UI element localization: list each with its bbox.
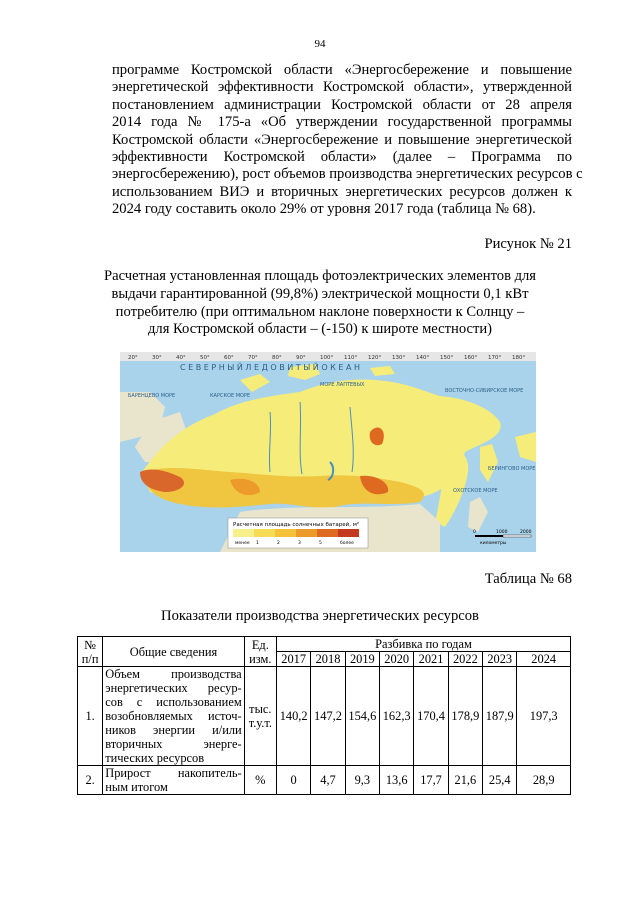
longitude-label: 160° — [464, 355, 478, 361]
svg-text:километры: километры — [480, 541, 507, 546]
longitude-label: 170° — [488, 355, 502, 361]
page-number: 94 — [314, 38, 326, 50]
longitude-label: 50° — [200, 355, 210, 361]
paragraph-line: постановлением администрации Костромской области от 28 апреля — [112, 96, 572, 113]
table-title: Показатели производства энергетических ресурсов — [161, 608, 479, 624]
table-cell: 170,4 — [414, 667, 448, 766]
year-header: 2019 — [345, 652, 379, 667]
table-cell: 0 — [276, 766, 310, 795]
table-cell: 178,9 — [448, 667, 482, 766]
legend-tick: 2 — [277, 541, 280, 546]
year-header: 2018 — [311, 652, 345, 667]
legend-tick: менее — [235, 541, 250, 546]
year-header: 2024 — [517, 652, 571, 667]
legend-swatch — [296, 529, 317, 537]
year-header: 2020 — [380, 652, 414, 667]
longitude-label: 90° — [296, 355, 306, 361]
longitude-label: 100° — [320, 355, 334, 361]
paragraph-line: программе Костромской области «Энергосбережение и повышение — [112, 62, 572, 78]
figure-title — [80, 268, 560, 339]
legend-swatch — [233, 529, 254, 537]
table-cell: 13,6 — [380, 766, 414, 795]
table-label: Таблица № 68 — [484, 571, 572, 587]
table-cell: 21,6 — [448, 766, 482, 795]
map-graphic — [120, 352, 536, 552]
longitude-label: 140° — [416, 355, 430, 361]
table-cell: 9,3 — [345, 766, 379, 795]
header-general: Общие сведения — [103, 637, 244, 667]
map-legend — [228, 518, 368, 548]
header-unit: Ед. изм. — [244, 637, 276, 667]
table-cell: 25,4 — [483, 766, 517, 795]
legend-tick: 5 — [319, 541, 322, 546]
row-description: Объем производства энергетических ресур- сов с использованием возобновляемых источ- ников энергии и/или вторичных энерге- тических ресурсов — [103, 667, 244, 766]
longitude-label: 40° — [176, 355, 186, 361]
longitude-label: 70° — [248, 355, 258, 361]
figure-title-line: потребителю (при оптимальном наклоне поверхности к Солнцу – — [115, 303, 525, 320]
legend-swatch — [254, 529, 275, 537]
svg-text:2000: 2000 — [520, 530, 532, 535]
table-cell: 187,9 — [483, 667, 517, 766]
year-header: 2022 — [448, 652, 482, 667]
row-number: 2. — [78, 766, 103, 795]
header-breakdown: Разбивка по годам — [276, 637, 570, 652]
longitude-label: 60° — [224, 355, 234, 361]
paragraph-line: использованием ВИЭ и вторичных энергетических ресурсов должен к — [112, 183, 572, 200]
table-cell: 28,9 — [517, 766, 571, 795]
svg-text:1000: 1000 — [496, 530, 508, 535]
year-header: 2017 — [276, 652, 310, 667]
legend-swatch — [275, 529, 296, 537]
table-row — [78, 766, 571, 795]
svg-text:0: 0 — [473, 530, 476, 535]
figure-title-line: Расчетная установленная площадь фотоэлектрических элементов для — [103, 268, 537, 284]
paragraph-line: энергетической эффективности Костромской области», утвержденной — [112, 79, 572, 96]
legend-swatch — [317, 529, 338, 537]
table-cell: 162,3 — [380, 667, 414, 766]
legend-tick: 1 — [256, 541, 259, 546]
figure-title-line: выдачи гарантированной (99,8%) электрической мощности 0,1 кВт — [111, 285, 529, 302]
row-number: 1. — [78, 667, 103, 766]
row-unit: тыс. т.у.т. — [244, 667, 276, 766]
sea-label: ВОСТОЧНО-СИБИРСКОЕ МОРЕ — [445, 388, 524, 394]
legend-title: Расчетная площадь солнечных батарей, м² — [233, 522, 360, 528]
body-paragraph — [112, 62, 583, 219]
table-cell: 17,7 — [414, 766, 448, 795]
table-cell: 154,6 — [345, 667, 379, 766]
sea-label: КАРСКОЕ МОРЕ — [210, 393, 251, 399]
legend-swatch — [338, 529, 359, 537]
legend-tick: более — [340, 541, 354, 546]
sea-label: БЕРИНГОВО МОРЕ — [488, 466, 536, 472]
row-unit: % — [244, 766, 276, 795]
header-no: № п/п — [78, 637, 103, 667]
longitude-label: 130° — [392, 355, 406, 361]
paragraph-line: эффективности Костромской области» (далее – Программа по — [112, 149, 572, 166]
figure-title-line: для Костромской области – (-150) к широте местности) — [147, 321, 492, 338]
figure-label: Рисунок № 21 — [484, 236, 572, 252]
paragraph-line: Костромской области «Энергосбережение и повышение энергетической — [112, 131, 572, 148]
longitude-label: 20° — [128, 355, 138, 361]
paragraph-line: 2014 года № 175-а «Об утверждении государственной программы — [112, 114, 572, 131]
table-cell: 147,2 — [311, 667, 345, 766]
energy-table — [77, 636, 571, 795]
longitude-label: 120° — [368, 355, 382, 361]
table-cell: 140,2 — [276, 667, 310, 766]
longitude-label: 150° — [440, 355, 454, 361]
longitude-label: 180° — [512, 355, 526, 361]
solar-area-map — [120, 352, 536, 552]
sea-label: МОРЕ ЛАПТЕВЫХ — [320, 382, 365, 388]
table-row — [78, 667, 571, 766]
longitude-label: 110° — [344, 355, 358, 361]
year-header: 2023 — [483, 652, 517, 667]
sea-label: БАРЕНЦЕВО МОРЕ — [128, 393, 176, 399]
legend-tick: 3 — [298, 541, 301, 546]
paragraph-line: 2024 году составить около 29% от уровня 2017 года (таблица № 68). — [112, 201, 536, 218]
year-header: 2021 — [414, 652, 448, 667]
row-description: Прирост накопитель- ным итогом — [103, 766, 244, 795]
ocean-label: С Е В Е Р Н Ы Й Л Е Д О В И Т Ы Й О К Е А Н — [180, 363, 361, 372]
sea-label: ОХОТСКОЕ МОРЕ — [453, 488, 498, 494]
longitude-label: 30° — [152, 355, 162, 361]
table-cell: 197,3 — [517, 667, 571, 766]
paragraph-line: энергосбережению), рост объемов производства энергетических ресурсов с — [112, 166, 583, 183]
longitude-label: 80° — [272, 355, 282, 361]
table-cell: 4,7 — [311, 766, 345, 795]
